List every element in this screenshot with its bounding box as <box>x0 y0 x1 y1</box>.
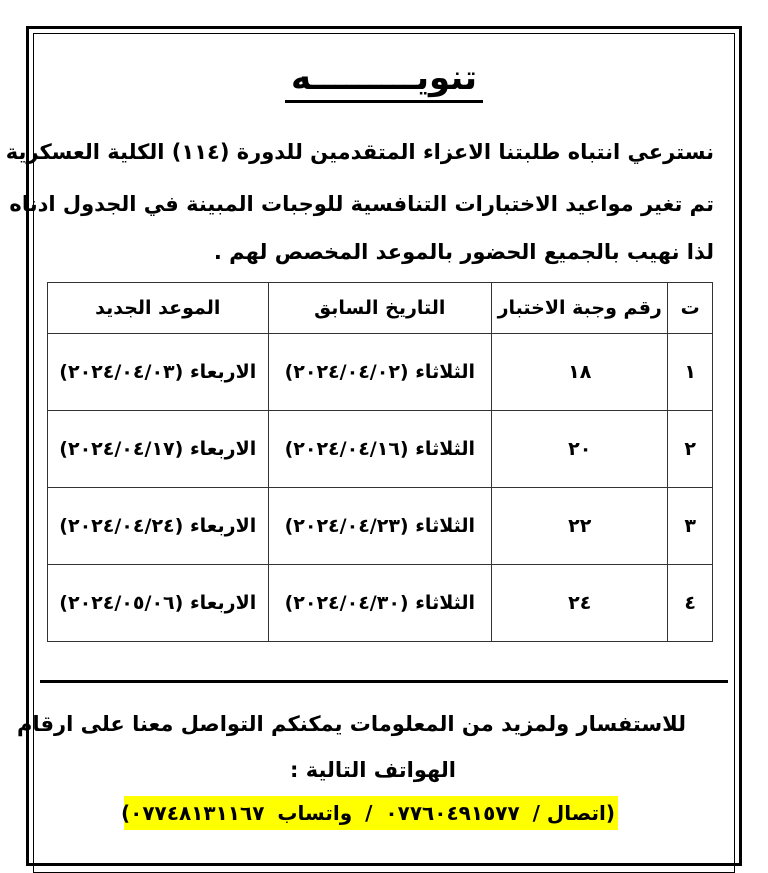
table-row <box>48 565 713 642</box>
contact-numbers-highlight <box>121 796 618 830</box>
header-index: ت <box>668 283 713 334</box>
section-divider <box>40 680 728 683</box>
notice-title-block <box>0 58 768 103</box>
header-batch-number: رقم وجبة الاختبار <box>492 283 668 334</box>
table-header-row <box>48 283 713 334</box>
row-new-date: الاربعاء (٢٠٢٤/٠٥/٠٦) <box>48 565 269 642</box>
row-batch: ١٨ <box>492 334 668 411</box>
row-batch: ٢٠ <box>492 411 668 488</box>
row-index: ٤ <box>668 565 713 642</box>
row-index: ١ <box>668 334 713 411</box>
row-index: ٣ <box>668 488 713 565</box>
row-new-date: الاربعاء (٢٠٢٤/٠٤/١٧) <box>48 411 269 488</box>
row-old-date: الثلاثاء (٢٠٢٤/٠٤/٢٣) <box>268 488 491 565</box>
notice-line-3: لذا نهيب بالجميع الحضور بالموعد المخصص لهم . <box>213 240 714 264</box>
whatsapp-number[interactable]: ٠٧٧٤٨١٣١١٦٧) <box>121 801 265 825</box>
notice-line-1: نسترعي انتباه طلبتنا الاعزاء المتقدمين للدورة (١١٤) الكلية العسكرية <box>5 140 714 164</box>
row-batch: ٢٤ <box>492 565 668 642</box>
header-previous-date: التاريخ السابق <box>268 283 491 334</box>
call-number[interactable]: ٠٧٧٦٠٤٩١٥٧٧ <box>385 801 520 825</box>
schedule-table <box>47 282 713 642</box>
contact-line-1: للاستفسار ولمزيد من المعلومات يمكنكم التواصل معنا على ارقام <box>16 712 686 736</box>
row-new-date: الاربعاء (٢٠٢٤/٠٤/٠٣) <box>48 334 269 411</box>
table-row <box>48 488 713 565</box>
row-batch: ٢٢ <box>492 488 668 565</box>
table-row <box>48 411 713 488</box>
call-label: (اتصال / <box>532 801 615 825</box>
whatsapp-label: واتساب <box>277 801 353 825</box>
header-new-date: الموعد الجديد <box>48 283 269 334</box>
row-new-date: الاربعاء (٢٠٢٤/٠٤/٢٤) <box>48 488 269 565</box>
contact-line-2: الهواتف التالية : <box>290 758 456 782</box>
row-index: ٢ <box>668 411 713 488</box>
table-row <box>48 334 713 411</box>
notice-line-2: تم تغير مواعيد الاختبارات التنافسية للوجبات المبينة في الجدول ادناه <box>9 192 714 216</box>
row-old-date: الثلاثاء (٢٠٢٤/٠٤/١٦) <box>268 411 491 488</box>
notice-title: تنويـــــــــه <box>285 58 483 103</box>
contact-divider: / <box>365 801 373 825</box>
row-old-date: الثلاثاء (٢٠٢٤/٠٤/٣٠) <box>268 565 491 642</box>
row-old-date: الثلاثاء (٢٠٢٤/٠٤/٠٢) <box>268 334 491 411</box>
